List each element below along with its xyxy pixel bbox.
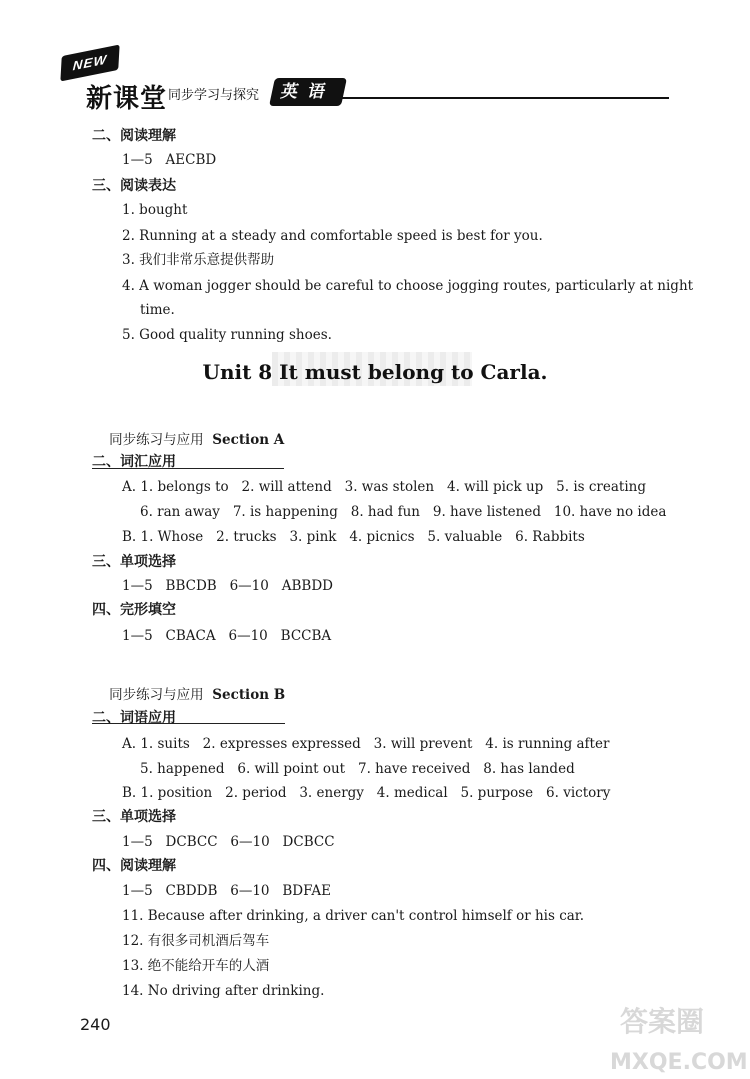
answer-line: A. 1. belongs to 2. will attend 3. was stolen 4. will pick up 5. is creating: [122, 479, 646, 495]
answer-line: time.: [140, 302, 175, 318]
answer-line: 5. Good quality running shoes.: [122, 327, 332, 343]
header-rule: [342, 97, 669, 99]
unit-title: Unit 8 It must belong to Carla.: [202, 360, 548, 384]
watermark-url: MXQE.COM: [610, 1050, 748, 1075]
answer-line: B. 1. position 2. period 3. energy 4. medical 5. purpose 6. victory: [122, 785, 611, 801]
book-title: 新课堂: [86, 84, 168, 114]
answer-line: A. 1. suits 2. expresses expressed 3. will prevent 4. is running after: [122, 736, 610, 752]
subject-label: 英语: [269, 78, 347, 106]
answer-line: 1—5 CBACA 6—10 BCCBA: [122, 628, 332, 644]
answer-line: 1—5 BBCDB 6—10 ABBDD: [122, 578, 333, 594]
heading-single-choice: 三、单项选择: [92, 554, 176, 570]
answer-line: 1—5 DCBCC 6—10 DCBCC: [122, 834, 335, 850]
answer-line: 13. 绝不能给开车的人酒: [122, 958, 270, 974]
watermark-logo: 答案圈: [620, 1005, 705, 1038]
heading-vocab: 二、词汇应用: [92, 454, 176, 470]
answer-line: 1—5 AECBD: [122, 152, 217, 168]
heading-cloze: 四、完形填空: [92, 602, 176, 618]
answer-line: 6. ran away 7. is happening 8. had fun 9. have listened 10. have no idea: [140, 504, 667, 520]
section-name: Section B: [212, 687, 286, 703]
new-badge: NEW: [60, 44, 119, 81]
answer-line: 1. bought: [122, 202, 188, 218]
answer-line: 12. 有很多司机酒后驾车: [122, 933, 270, 949]
heading-word-use: 二、词语应用: [92, 710, 176, 726]
answer-line: 14. No driving after drinking.: [122, 983, 325, 999]
answer-line: B. 1. Whose 2. trucks 3. pink 4. picnics 5. valuable 6. Rabbits: [122, 529, 585, 545]
answer-line: 5. happened 6. will point out 7. have received 8. has landed: [140, 761, 575, 777]
book-subtitle: 同步学习与探究: [168, 88, 260, 103]
heading-reading: 四、阅读理解: [92, 858, 176, 874]
page-header: [50, 42, 670, 112]
heading-reading: 二、阅读理解: [92, 128, 176, 144]
answer-line: 3. 我们非常乐意提供帮助: [122, 252, 275, 268]
section-label: 同步练习与应用: [109, 432, 204, 448]
page-number: 240: [80, 1015, 111, 1034]
answer-line: 2. Running at a steady and comfortable speed is best for you.: [122, 228, 543, 244]
heading-single-choice: 三、单项选择: [92, 809, 176, 825]
heading-reading-expression: 三、阅读表达: [92, 178, 176, 194]
section-label: 同步练习与应用: [109, 687, 204, 703]
answer-line: 1—5 CBDDB 6—10 BDFAE: [122, 883, 331, 899]
answer-line: 11. Because after drinking, a driver can't control himself or his car.: [122, 908, 585, 924]
section-name: Section A: [212, 432, 285, 448]
answer-line: 4. A woman jogger should be careful to choose jogging routes, particularly at night: [122, 278, 694, 294]
